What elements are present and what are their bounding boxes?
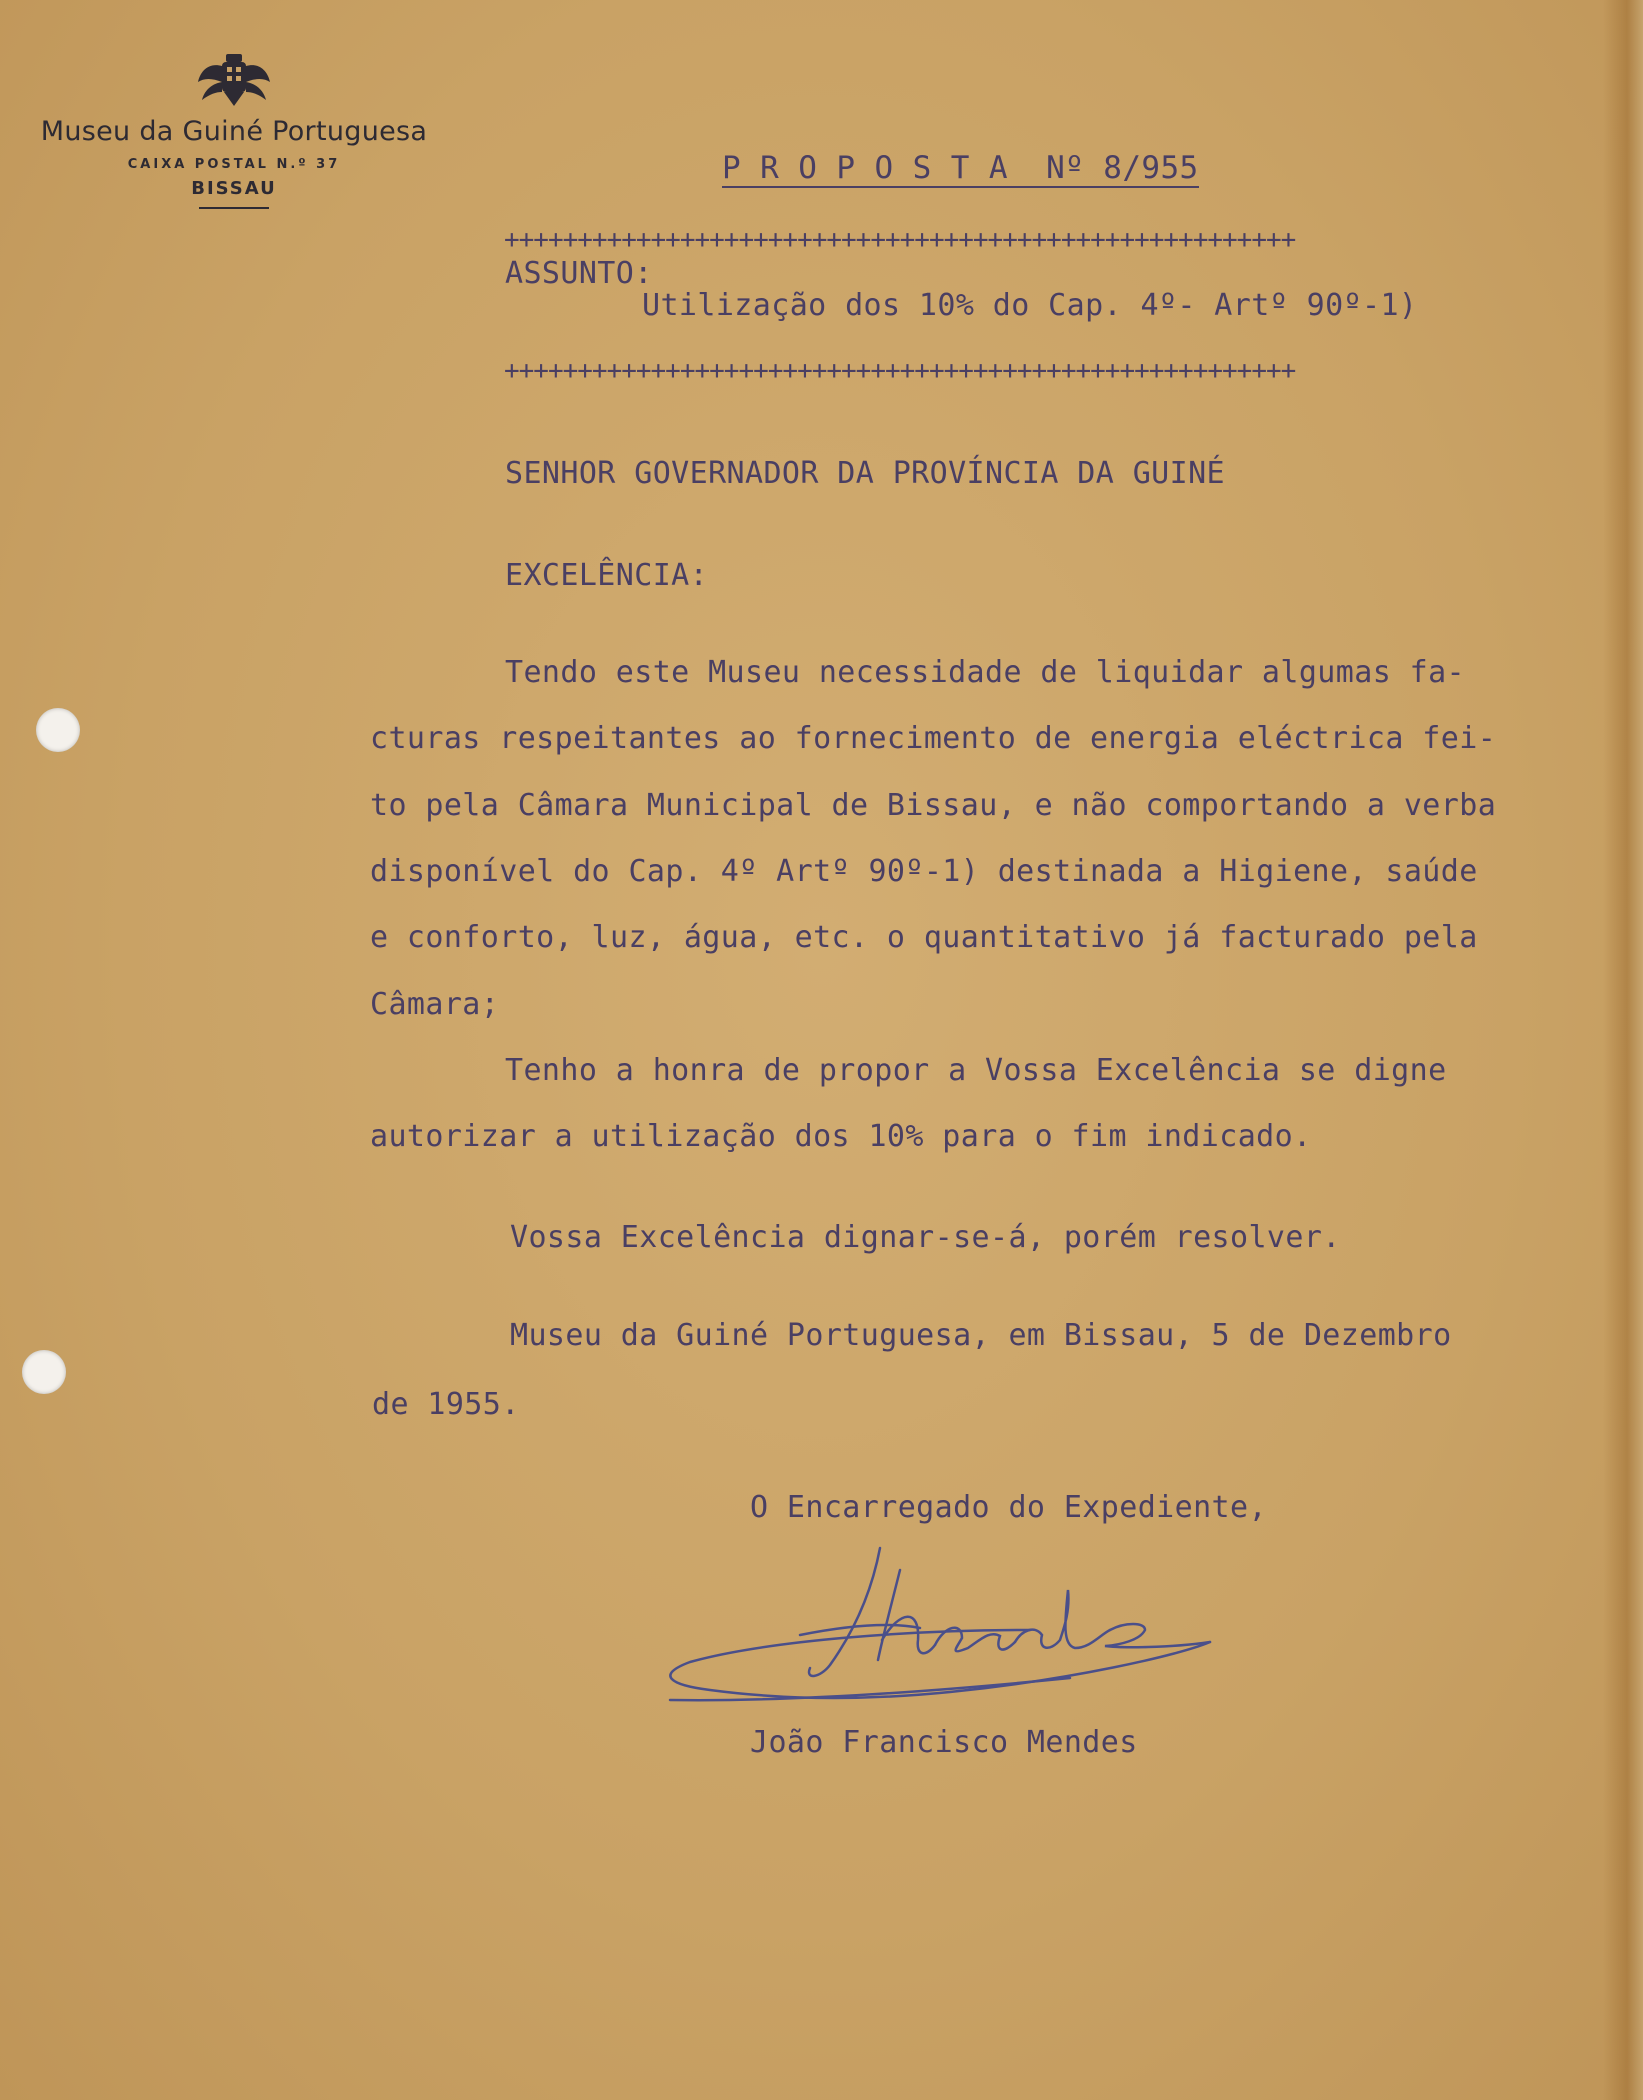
plus-separator-bottom: ++++++++++++++++++++++++++++++++++++++++++++++++++++++	[504, 356, 1296, 386]
letterhead-rule	[199, 207, 269, 209]
proposal-title: P R O P O S T A Nº 8/955	[722, 150, 1199, 186]
body-line: autorizar a utilização dos 10% para o fim indicado.	[370, 1119, 1312, 1154]
body-line: cturas respeitantes ao fornecimento de energia eléctrica fei-	[370, 721, 1497, 756]
subject-label: ASSUNTO:	[505, 256, 653, 291]
signatory-name: João Francisco Mendes	[750, 1725, 1138, 1760]
paper-edge-shadow	[1603, 0, 1643, 2100]
body-line: to pela Câmara Municipal de Bissau, e não comportando a verba	[370, 788, 1497, 823]
postal-box: CAIXA POSTAL N.º 37	[127, 157, 341, 172]
body-line: Câmara;	[370, 987, 500, 1022]
punch-hole-top	[36, 708, 80, 752]
punch-hole-bottom	[22, 1350, 66, 1394]
institution-name: Museu da Guiné Portuguesa	[40, 116, 428, 147]
salutation: EXCELÊNCIA:	[505, 558, 709, 593]
signatory-role: O Encarregado do Expediente,	[750, 1490, 1267, 1525]
handwritten-signature	[650, 1530, 1250, 1720]
body-line: Tenho a honra de propor a Vossa Excelência se digne	[505, 1053, 1447, 1088]
addressee: SENHOR GOVERNADOR DA PROVÍNCIA DA GUINÉ	[505, 456, 1225, 491]
body-line: e conforto, luz, água, etc. o quantitativo já facturado pela	[370, 920, 1478, 955]
body-line: Tendo este Museu necessidade de liquidar algumas fa-	[505, 655, 1465, 690]
subject-text: Utilização dos 10% do Cap. 4º- Artº 90º-1)	[642, 288, 1418, 323]
plus-separator-top: ++++++++++++++++++++++++++++++++++++++++++++++++++++++	[504, 225, 1296, 255]
place-date-year: de 1955.	[372, 1387, 520, 1422]
closing-formula: Vossa Excelência dignar-se-á, porém resolver.	[510, 1220, 1341, 1255]
body-line: disponível do Cap. 4º Artº 90º-1) destinada a Higiene, saúde	[370, 854, 1478, 889]
place-date: Museu da Guiné Portuguesa, em Bissau, 5 de Dezembro	[510, 1318, 1452, 1353]
letterhead	[14, 52, 454, 209]
coat-of-arms-icon	[194, 52, 274, 110]
city-name: BISSAU	[191, 178, 277, 199]
